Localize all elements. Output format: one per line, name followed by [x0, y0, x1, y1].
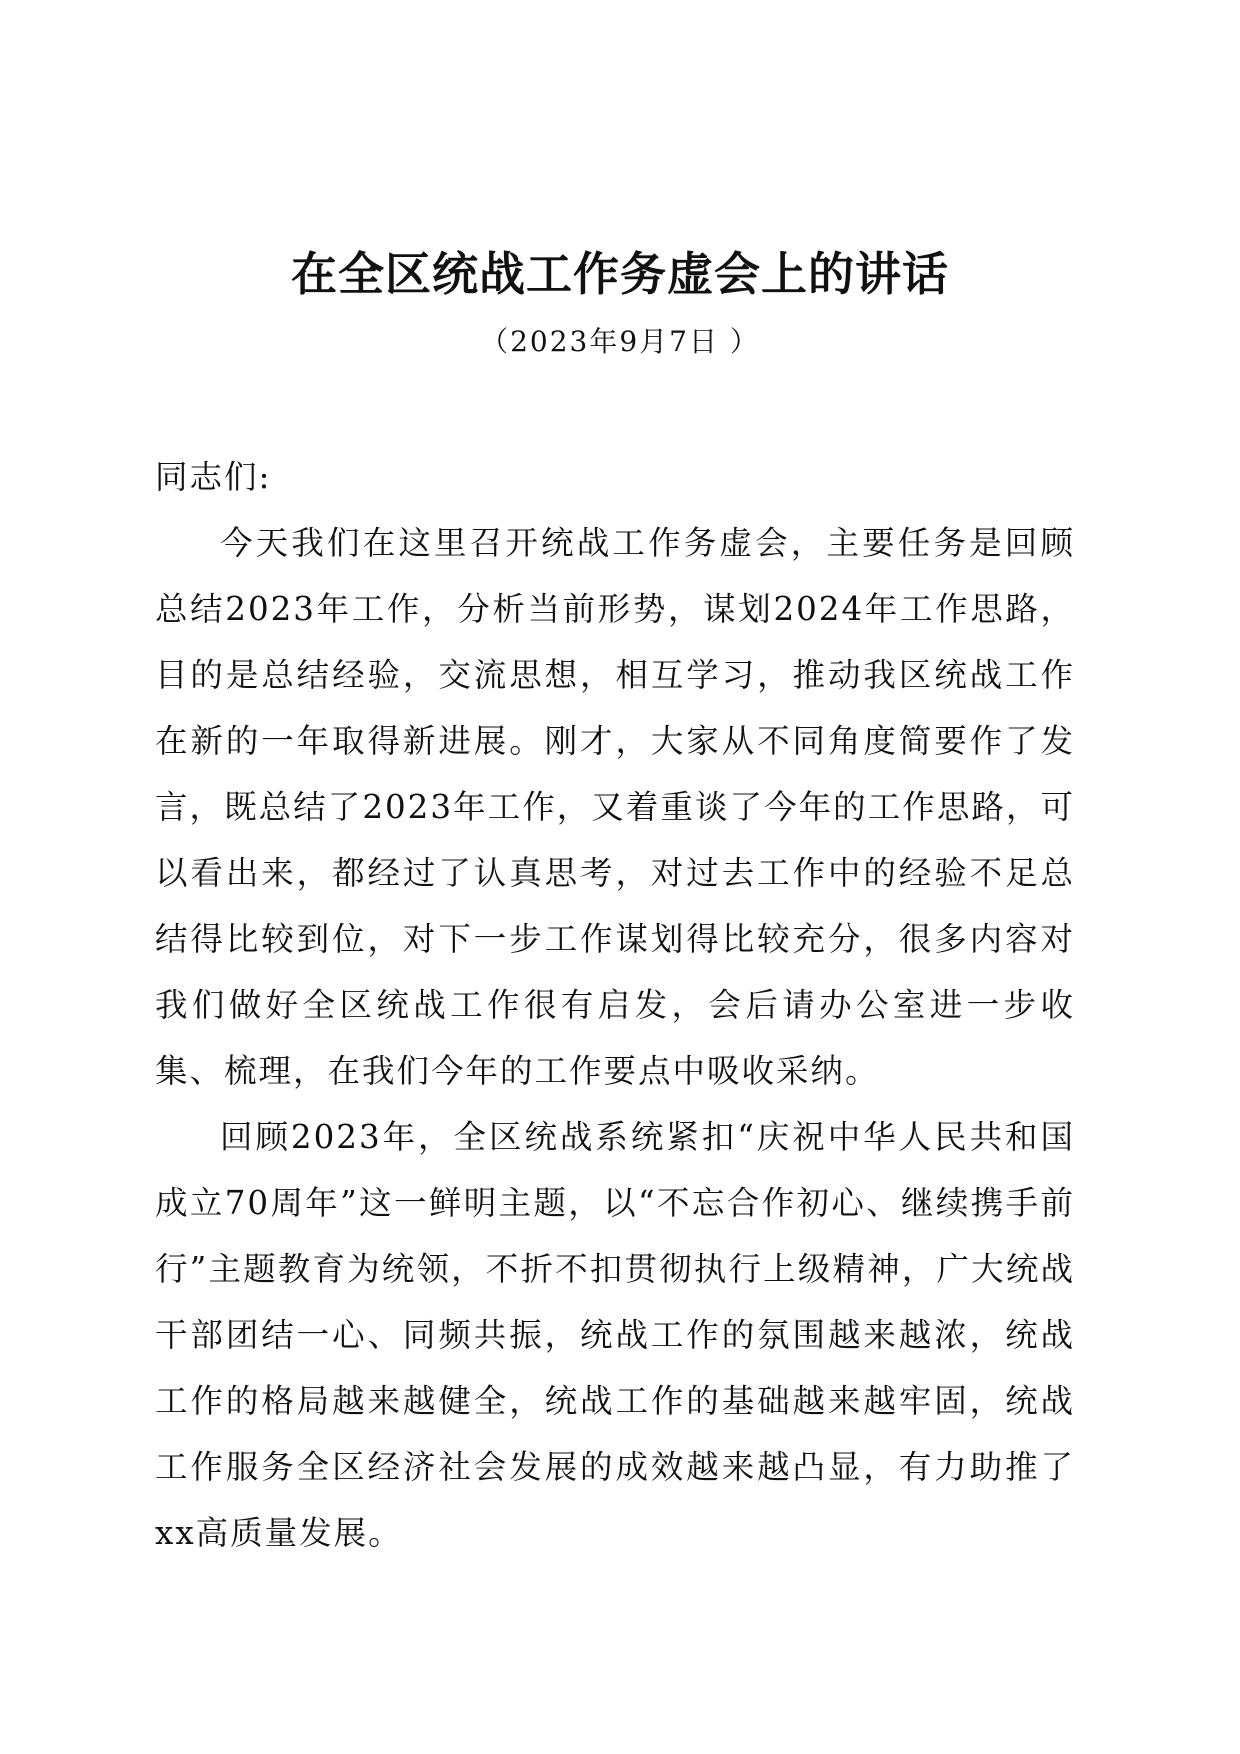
paragraph: 回顾2023年，全区统战系统紧扣“庆祝中华人民共和国成立70周年”这一鲜明主题，以“不忘合作初心、继续携手前行”主题教育为统领，不折不扣贯彻执行上级精神，广大统战干部团结一心、同频共振，统战工作的氛围越来越浓，统战工作的格局越来越健全，统战工作的基础越来越牢固，统战工作服务全区经济社会发展的成效越来越凸显，有力助推了xx高质量发展。 — [155, 1118, 1075, 1552]
document-title: 在全区统战工作务虚会上的讲话 — [291, 247, 949, 301]
speech-date: （2023年9月7日 ） — [480, 325, 760, 358]
salutation: 同志们: — [155, 458, 272, 496]
paragraph: 今天我们在这里召开统战工作务虚会，主要任务是回顾总结2023年工作，分析当前形势，谋划2024年工作思路，目的是总结经验，交流思想，相互学习，推动我区统战工作在新的一年取得新进展。刚才，大家从不同角度简要作了发言，既总结了2023年工作，又着重谈了今年的工作思路，可以看出来，都经过了认真思考，对过去工作中的经验不足总结得比较到位，对下一步工作谋划得比较充分，很多内容对我们做好全区统战工作很有启发，会后请办公室进一步收集、梳理，在我们今年的工作要点中吸收采纳。 — [155, 524, 1075, 1090]
document-body — [155, 444, 1075, 1566]
